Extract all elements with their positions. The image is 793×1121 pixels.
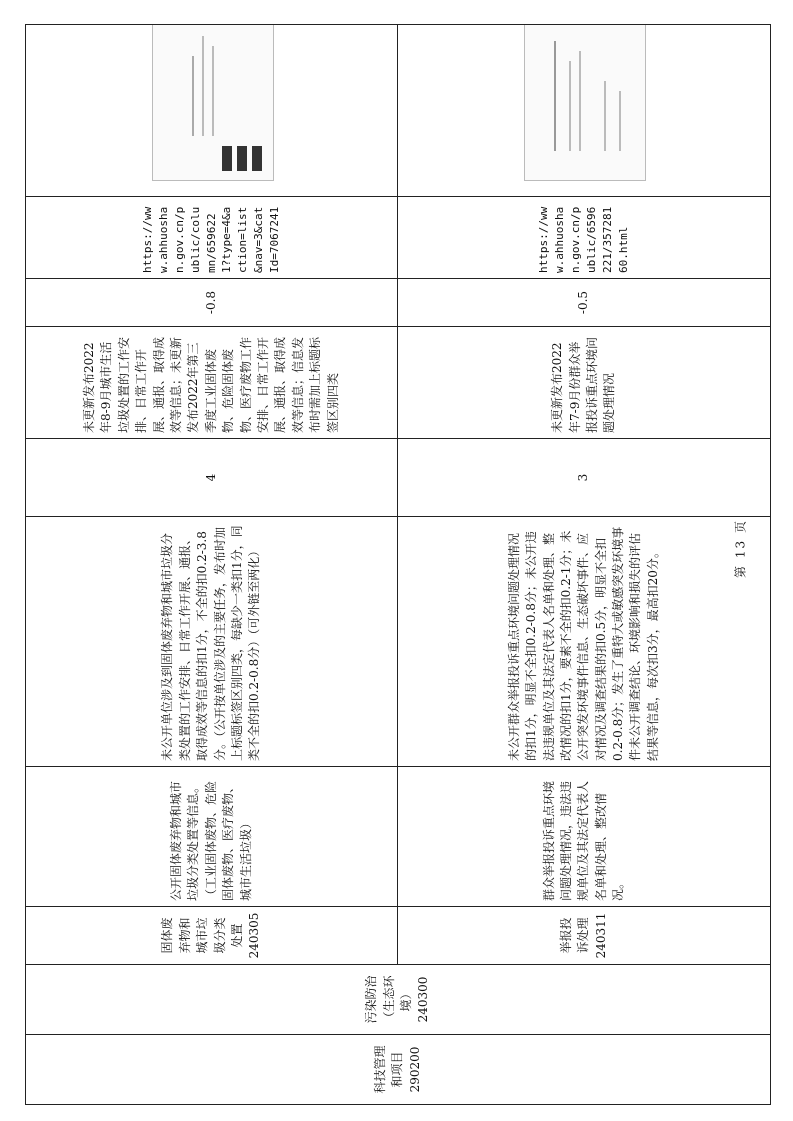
- url-cell[interactable]: https://www.ahhuoshan.gov.cn/public/column/6596221?type=4&action=list&nav=3&catId=7067241: [26, 197, 398, 279]
- standard-cell: 未公开群众举报投诉重点环境问题处理情况的扣1分，明显不全扣0.2-0.8分；未公开违法违规单位及其法定代表人名单和处理、整改情况的扣1分，要素不全的扣0.2-1分；未公开突发环境事件信息、生态破坏事件、应对情况及调查结果的扣0.5分，明显不全扣0.2-0.8分；发生了重特大或敏感突发环境事件未公开调查结论、环境影响和损失的评估结果等信息，每次扣3分，最高扣20分。: [398, 517, 771, 767]
- subcategory-cell: 污染防治（生态环境）240300: [26, 965, 771, 1035]
- category-cell: 科技管理和项目290200: [26, 1035, 771, 1105]
- url-cell[interactable]: https://www.ahhuoshan.gov.cn/public/6596221/35728160.html: [398, 197, 771, 279]
- screenshot-thumbnail: [142, 25, 282, 192]
- page-number: 第 13 页: [733, 519, 748, 578]
- screenshot-cell: [398, 25, 771, 197]
- max-score-cell: 3: [398, 439, 771, 517]
- table-row: [398, 25, 771, 1105]
- max-score-cell: 4: [26, 439, 398, 517]
- deduct-cell: -0.8: [26, 279, 398, 327]
- problem-cell: 未更新发布2022年8-9月城市生活垃圾处置的工作安排、日常工作开展、通报、取得成效等信息；未更新发布2022年第三季度工业固体废物、危险固体废物、医疗废物工作安排、日常工作开展、通报、取得成效等信息；信息发布时需加上标题标签区别四类: [26, 327, 398, 439]
- content-cell: 公开固体废弃物和城市垃圾分类处置等信息。（工业固体废物、危险固体废物、医疗废物、城市生活垃圾）: [26, 767, 398, 907]
- screenshot-thumbnail: [514, 25, 654, 192]
- item-cell: 举报投诉处理240311: [398, 907, 771, 965]
- rotated-page: [25, 25, 770, 1105]
- assessment-table: [25, 24, 771, 1105]
- problem-cell: 未更新发布2022年7-9月份群众举报投诉重点环境问题处理情况: [398, 327, 771, 439]
- item-cell: 固体废弃物和城市垃圾分类处置240305: [26, 907, 398, 965]
- standard-cell: 未公开单位涉及到固体废弃物和城市垃圾分类处置的工作安排、日常工作开展、通报、取得成效等信息的扣1分，不全的扣0.2-3.8分。（公开按单位涉及的主要任务，发布时加上标题标签区别四类，每缺少一类扣1分，同类不全的扣0.2-0.8分）（可外链至两化）: [26, 517, 398, 767]
- screenshot-cell: [26, 25, 398, 197]
- content-cell: 群众举报投诉重点环境问题处理情况，违法违规单位及其法定代表人名单和处理、整改情况。: [398, 767, 771, 907]
- deduct-cell: -0.5: [398, 279, 771, 327]
- table-row: [26, 25, 398, 1105]
